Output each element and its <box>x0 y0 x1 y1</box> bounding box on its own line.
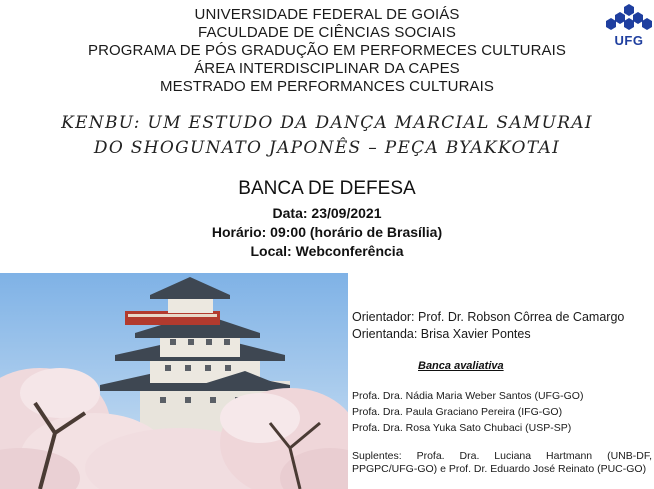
orientanda-line: Orientanda: Brisa Xavier Pontes <box>352 327 531 341</box>
banca-member-2: Profa. Dra. Paula Graciano Pereira (IFG-GO) <box>352 406 563 418</box>
event-place: Local: Webconferência <box>250 243 404 259</box>
orientador-line: Orientador: Prof. Dr. Robson Côrrea de Camargo <box>352 310 625 324</box>
header-line-program: PROGRAMA DE PÓS GRADUÇÃO EM PERFORMECES CULTURAIS <box>87 42 567 59</box>
header-line-masters: MESTRADO EM PERFORMANCES CULTURAIS <box>160 78 494 95</box>
banca-member-1: Profa. Dra. Nádia Maria Weber Santos (UFG-GO) <box>352 390 584 402</box>
header-line-university: UNIVERSIDADE FEDERAL DE GOIÁS <box>194 6 460 23</box>
header-line-faculty: FACULDADE DE CIÊNCIAS SOCIAIS <box>198 24 456 41</box>
suplentes-text: Suplentes: Profa. Dra. Luciana Hartmann (UNB-DF, PPGPC/UFG-GO) e Prof. Dr. Eduardo José Reinato (PUC-GO) <box>352 450 652 475</box>
event-date: Data: 23/09/2021 <box>272 205 382 221</box>
event-time: Horário: 09:00 (horário de Brasília) <box>211 224 443 240</box>
banca-heading: Banca avaliativa <box>418 360 504 372</box>
ufg-logo <box>606 4 652 48</box>
banca-member-3: Profa. Dra. Rosa Yuka Sato Chubaci (USP-SP) <box>352 422 572 434</box>
castle-cherry-blossom-photo <box>0 273 348 489</box>
thesis-title-line-2: DO SHOGUNATO JAPONÊS – PEÇA BYAKKOTAI <box>93 138 561 158</box>
ufg-hexagons-icon <box>606 4 652 34</box>
institution-header <box>0 6 654 96</box>
header-line-area: ÁREA INTERDISCIPLINAR DA CAPES <box>194 60 460 77</box>
ufg-logo-text: UFG <box>614 33 644 48</box>
event-heading: BANCA DE DEFESA <box>238 178 416 199</box>
thesis-title-line-1: KENBU: UM ESTUDO DA DANÇA MARCIAL SAMURAI <box>61 113 593 133</box>
